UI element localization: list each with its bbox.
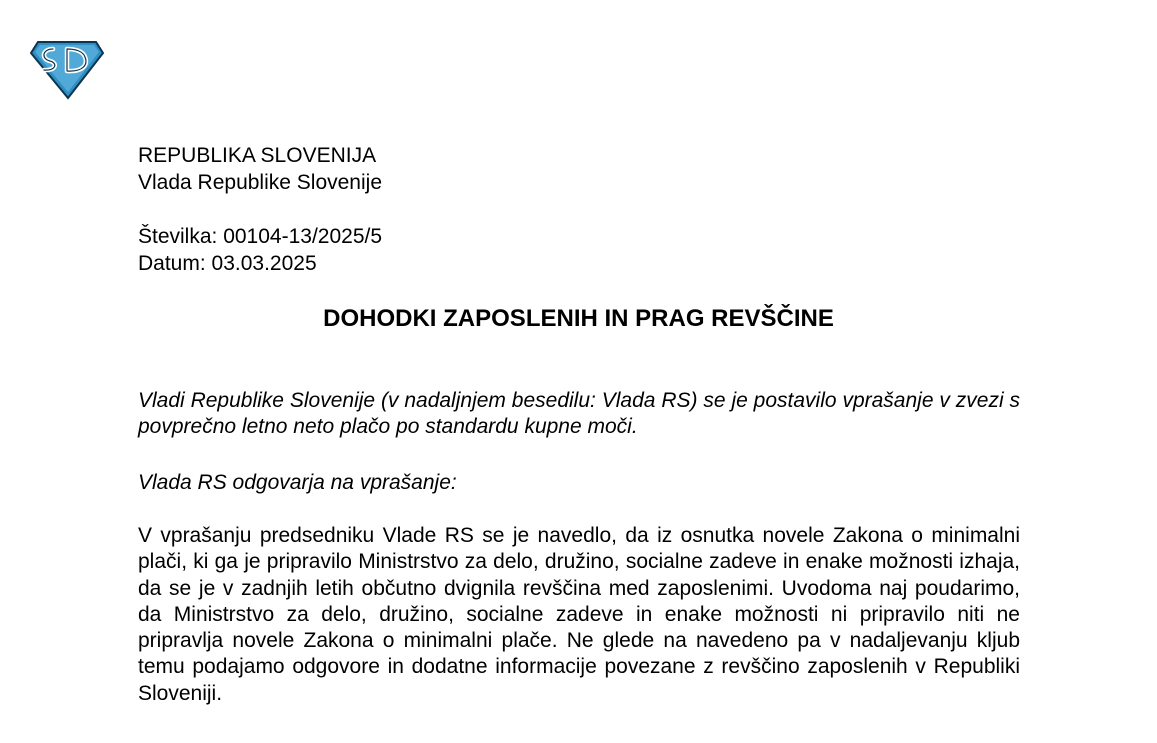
document-number: Številka: 00104-13/2025/5	[138, 225, 383, 248]
body-paragraph: V vprašanju predsedniku Vlade RS se je navedlo, da iz osnutka novele Zakona o minimalni plači, ki ga je pripravilo Ministrstvo za delo, družino, socialne zadeve in enake možnosti izhaja, da se je v zadnjih letih občutno dvignila revščina med zaposlenimi. Uvodoma naj poudarimo, da Ministrstvo za delo, družino, socialne zadeve in enake možnosti ni pripravilo niti ne pripravlja novele Zakona o minimalni plače. Ne glede na navedeno pa v nadaljevanju kljub temu podajamo odgovore in dodatne informacije povezane z revščino zaposlenih v Republiki Sloveniji.	[138, 524, 1020, 705]
question-paragraph: Vladi Republike Slovenije (v nadaljnjem besedilu: Vlada RS) se je postavilo vprašanje v zvezi s povprečno letno neto plačo po standardu kupne moči.	[138, 389, 1020, 439]
answer-intro: Vlada RS odgovarja na vprašanje:	[138, 471, 457, 494]
header-institution: Vlada Republike Slovenije	[138, 171, 382, 194]
sd-logo-icon	[30, 40, 104, 100]
header-country: REPUBLIKA SLOVENIJA	[138, 144, 377, 167]
document-date: Datum: 03.03.2025	[138, 252, 317, 275]
document-title: DOHODKI ZAPOSLENIH IN PRAG REVŠČINE	[323, 305, 834, 332]
